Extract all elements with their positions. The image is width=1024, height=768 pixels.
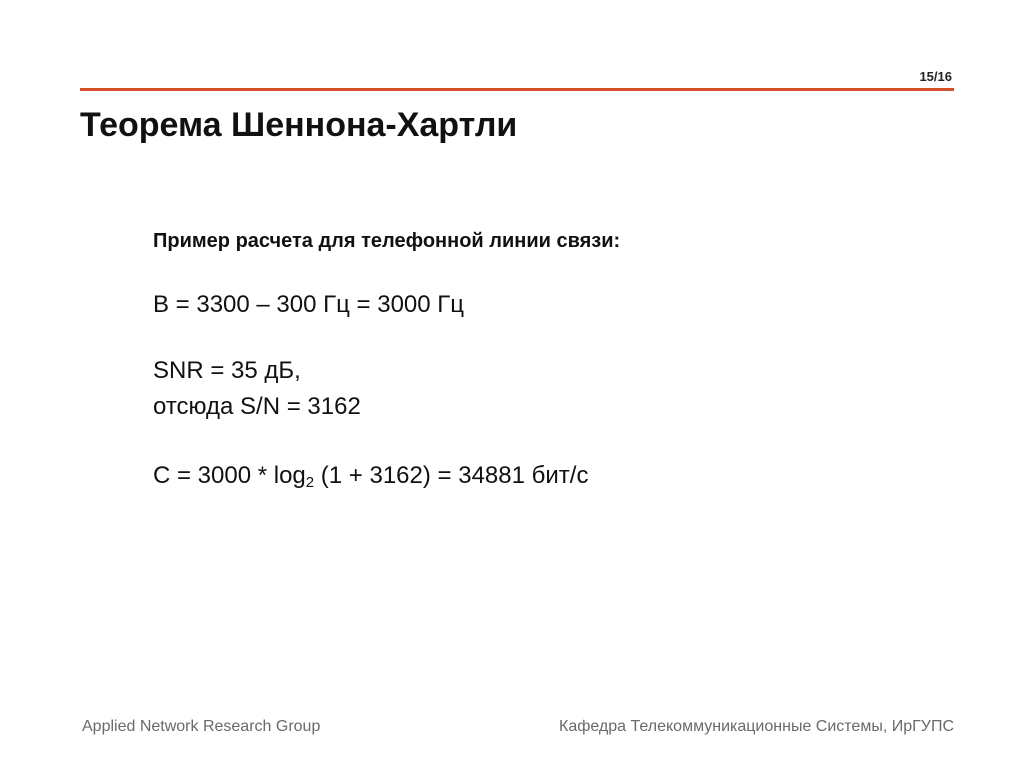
capacity-formula-suffix: (1 + 3162) = 34881 бит/с bbox=[314, 462, 589, 489]
snr-block bbox=[153, 353, 953, 425]
log-base-subscript: 2 bbox=[305, 474, 315, 491]
header-divider bbox=[80, 88, 954, 91]
snr-formula: SNR = 35 дБ, bbox=[153, 357, 301, 384]
capacity-formula-prefix: C = 3000 * log bbox=[153, 462, 306, 489]
slide-title: Теорема Шеннона-Хартли bbox=[80, 106, 518, 144]
footer-department-name: Кафедра Телекоммуникационные Системы, ИрГУПС bbox=[559, 718, 954, 735]
example-heading: Пример расчета для телефонной линии связи: bbox=[153, 230, 621, 252]
footer-group-name: Applied Network Research Group bbox=[82, 718, 321, 735]
slide-content bbox=[153, 226, 953, 494]
capacity-formula bbox=[153, 458, 953, 494]
bandwidth-formula: B = 3300 – 300 Гц = 3000 Гц bbox=[153, 291, 465, 318]
page-number: 15/16 bbox=[919, 69, 952, 84]
signal-noise-ratio-formula: отсюда S/N = 3162 bbox=[153, 393, 361, 420]
